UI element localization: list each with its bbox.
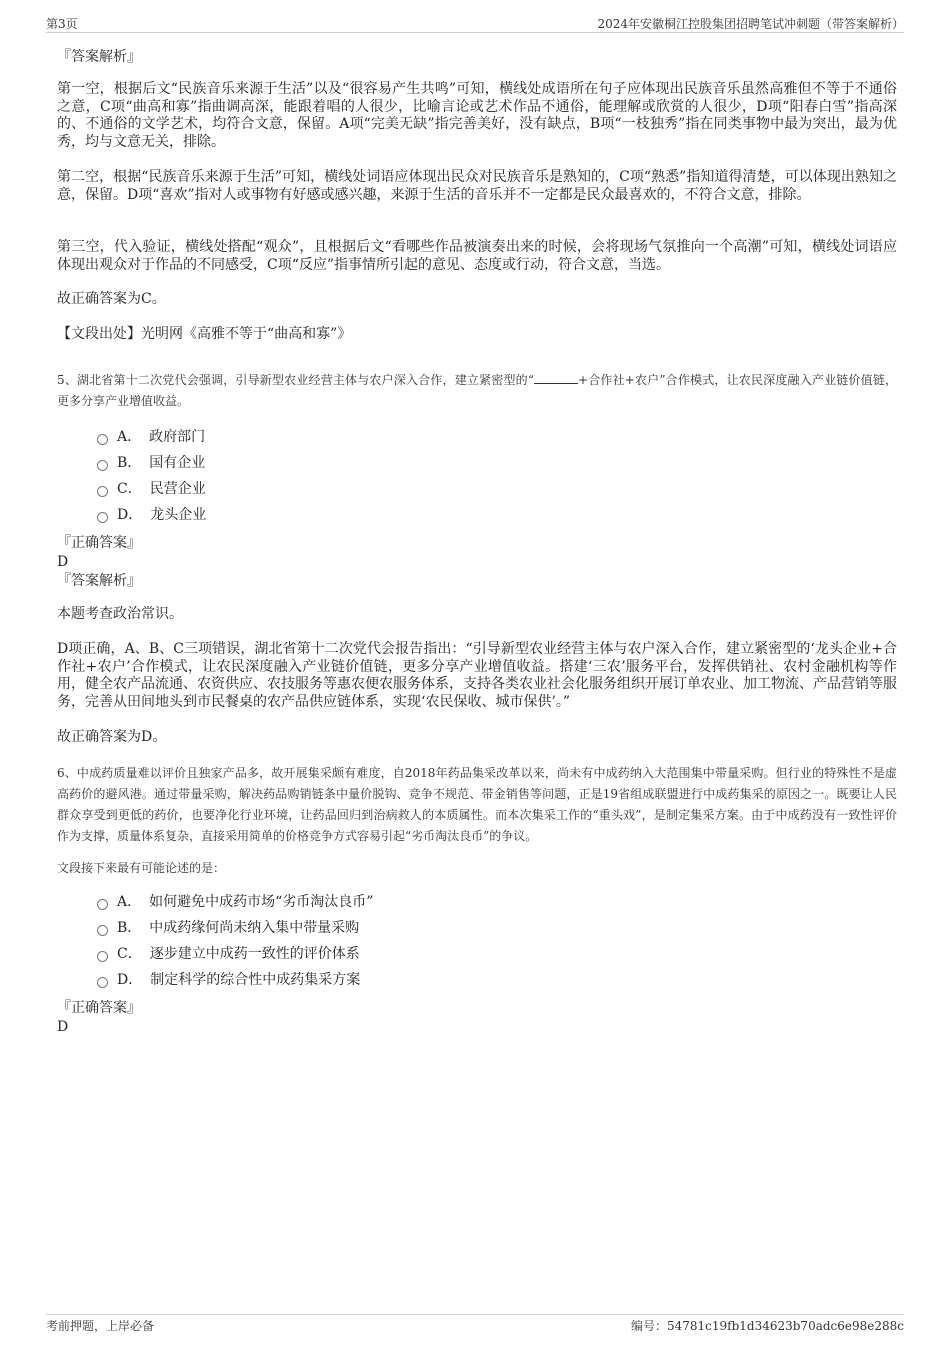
question-5-stem-after: +合作社+农户”合作模式，让农民深度融入产业链价值链，更多分享产业增值收益。 <box>57 373 898 408</box>
analysis-paragraph-2: 第二空，根据“民族音乐来源于生活”可知，横线处词语应体现出民众对民族音乐是熟知的，C项“熟悉”指知道得清楚，可以体现出熟知之意，保留。D项“喜欢”指对人或事物有好感或感兴趣，来源于生活的音乐并不一定都是民众最喜欢的，不符合文意，排除。 <box>57 169 897 203</box>
correct-answer-value: D <box>57 554 69 570</box>
question-5-option-a[interactable]: A． 政府部门 <box>97 427 205 447</box>
question-5-option-b[interactable]: B． 国有企业 <box>97 453 205 473</box>
correct-answer-value: D <box>57 1019 69 1035</box>
question-6-option-a[interactable]: A． 如何避免中成药市场“劣币淘汰良币” <box>97 892 373 912</box>
page-footer <box>46 1314 904 1335</box>
footer-slogan: 考前押题，上岸必备 <box>46 1319 155 1333</box>
radio-icon[interactable] <box>97 925 108 936</box>
radio-icon[interactable] <box>97 460 108 471</box>
analysis-conclusion: 故正确答案为D。 <box>57 729 167 745</box>
page-number: 第3页 <box>46 17 78 31</box>
radio-icon[interactable] <box>97 899 108 910</box>
analysis-label: 『答案解析』 <box>57 49 141 65</box>
question-6-option-b[interactable]: B． 中成药缘何尚未纳入集中带量采购 <box>97 918 359 938</box>
document-code: 编号：54781c19fb1d34623b70adc6e98e288c <box>630 1319 904 1333</box>
correct-answer-label: 『正确答案』 <box>57 1000 141 1016</box>
analysis-conclusion: 故正确答案为C。 <box>57 291 166 307</box>
analysis-paragraph-1: 第一空，根据后文“民族音乐来源于生活”以及“很容易产生共鸣”可知，横线处成语所在句子应体现出民族音乐虽然高雅但不等于不通俗之意，C项“曲高和寡”指曲调高深，能跟着唱的人很少，比喻言论或艺术作品不通俗，能理解或欣赏的人很少，D项“阳春白雪”指高深的、不通俗的文学艺术，均符合文意，保留。A项“完美无缺”指完善美好，没有缺点，B项“一枝独秀”指在同类事物中最为突出，最为优秀，均与文意无关，排除。 <box>57 81 897 150</box>
question-5-option-c[interactable]: C． 民营企业 <box>97 479 206 499</box>
analysis-paragraph-2: D项正确，A、B、C三项错误，湖北省第十二次党代会报告指出：“引导新型农业经营主体与农户深入合作，建立紧密型的‘龙头企业+合作社+农户’合作模式，让农民深度融入产业链价值链，更多分享产业增值收益。搭建‘三农’服务平台，发挥供销社、农村金融机构等作用，健全农产品流通、农资供应、农技服务等惠农便农服务体系，支持各类农业社会化服务组织开展订单农业、加工物流、产品营销等服务，完善从田间地头到市民餐桌的农产品供应链体系，实现‘农民保收、城市保供’。” <box>57 641 897 710</box>
question-6-prompt: 文段接下来最有可能论述的是： <box>57 861 226 875</box>
question-6-option-d[interactable]: D． 制定科学的综合性中成药集采方案 <box>97 970 360 990</box>
question-5-stem-before: 5、湖北省第十二次党代会强调，引导新型农业经营主体与农户深入合作，建立紧密型的“ <box>57 373 534 387</box>
radio-icon[interactable] <box>97 951 108 962</box>
analysis-paragraph-1: 本题考查政治常识。 <box>57 606 183 622</box>
source-citation: 【文段出处】光明网《高雅不等于“曲高和寡”》 <box>57 326 352 342</box>
question-6-option-c[interactable]: C． 逐步建立中成药一致性的评价体系 <box>97 944 360 964</box>
question-5-stem <box>57 370 897 412</box>
fill-blank <box>534 372 578 384</box>
radio-icon[interactable] <box>97 434 108 445</box>
analysis-label: 『答案解析』 <box>57 573 141 589</box>
radio-icon[interactable] <box>97 486 108 497</box>
radio-icon[interactable] <box>97 977 108 988</box>
correct-answer-label: 『正确答案』 <box>57 535 141 551</box>
question-5-option-d[interactable]: D． 龙头企业 <box>97 505 206 525</box>
page-header <box>46 14 904 33</box>
document-title: 2024年安徽桐江控股集团招聘笔试冲刺题（带答案解析） <box>597 17 904 31</box>
analysis-paragraph-3: 第三空，代入验证，横线处搭配“观众”，且根据后文“看哪些作品被演奏出来的时候，会将现场气氛推向一个高潮”可知，横线处词语应体现出观众对于作品的不同感受，C项“反应”指事情所引起的意见、态度或行动，符合文意，当选。 <box>57 239 897 273</box>
question-6-stem: 6、中成药质量难以评价且独家产品多，故开展集采颇有难度，自2018年药品集采改革以来，尚未有中成药纳入大范围集中带量采购。但行业的特殊性不是虚高药价的避风港。通过带量采购，解决药品购销链条中量价脱钩、竞争不规范、带金销售等问题，正是19省组成联盟进行中成药集采的原因之一。既要让人民群众享受到更低的药价，也要净化行业环境，让药品回归到治病救人的本质属性。而本次集采工作的“重头戏”，是制定集采方案。由于中成药没有一致性评价作为支撑，质量体系复杂，直接采用简单的价格竞争方式容易引起“劣币淘汰良币”的争议。 <box>57 766 897 843</box>
radio-icon[interactable] <box>97 512 108 523</box>
